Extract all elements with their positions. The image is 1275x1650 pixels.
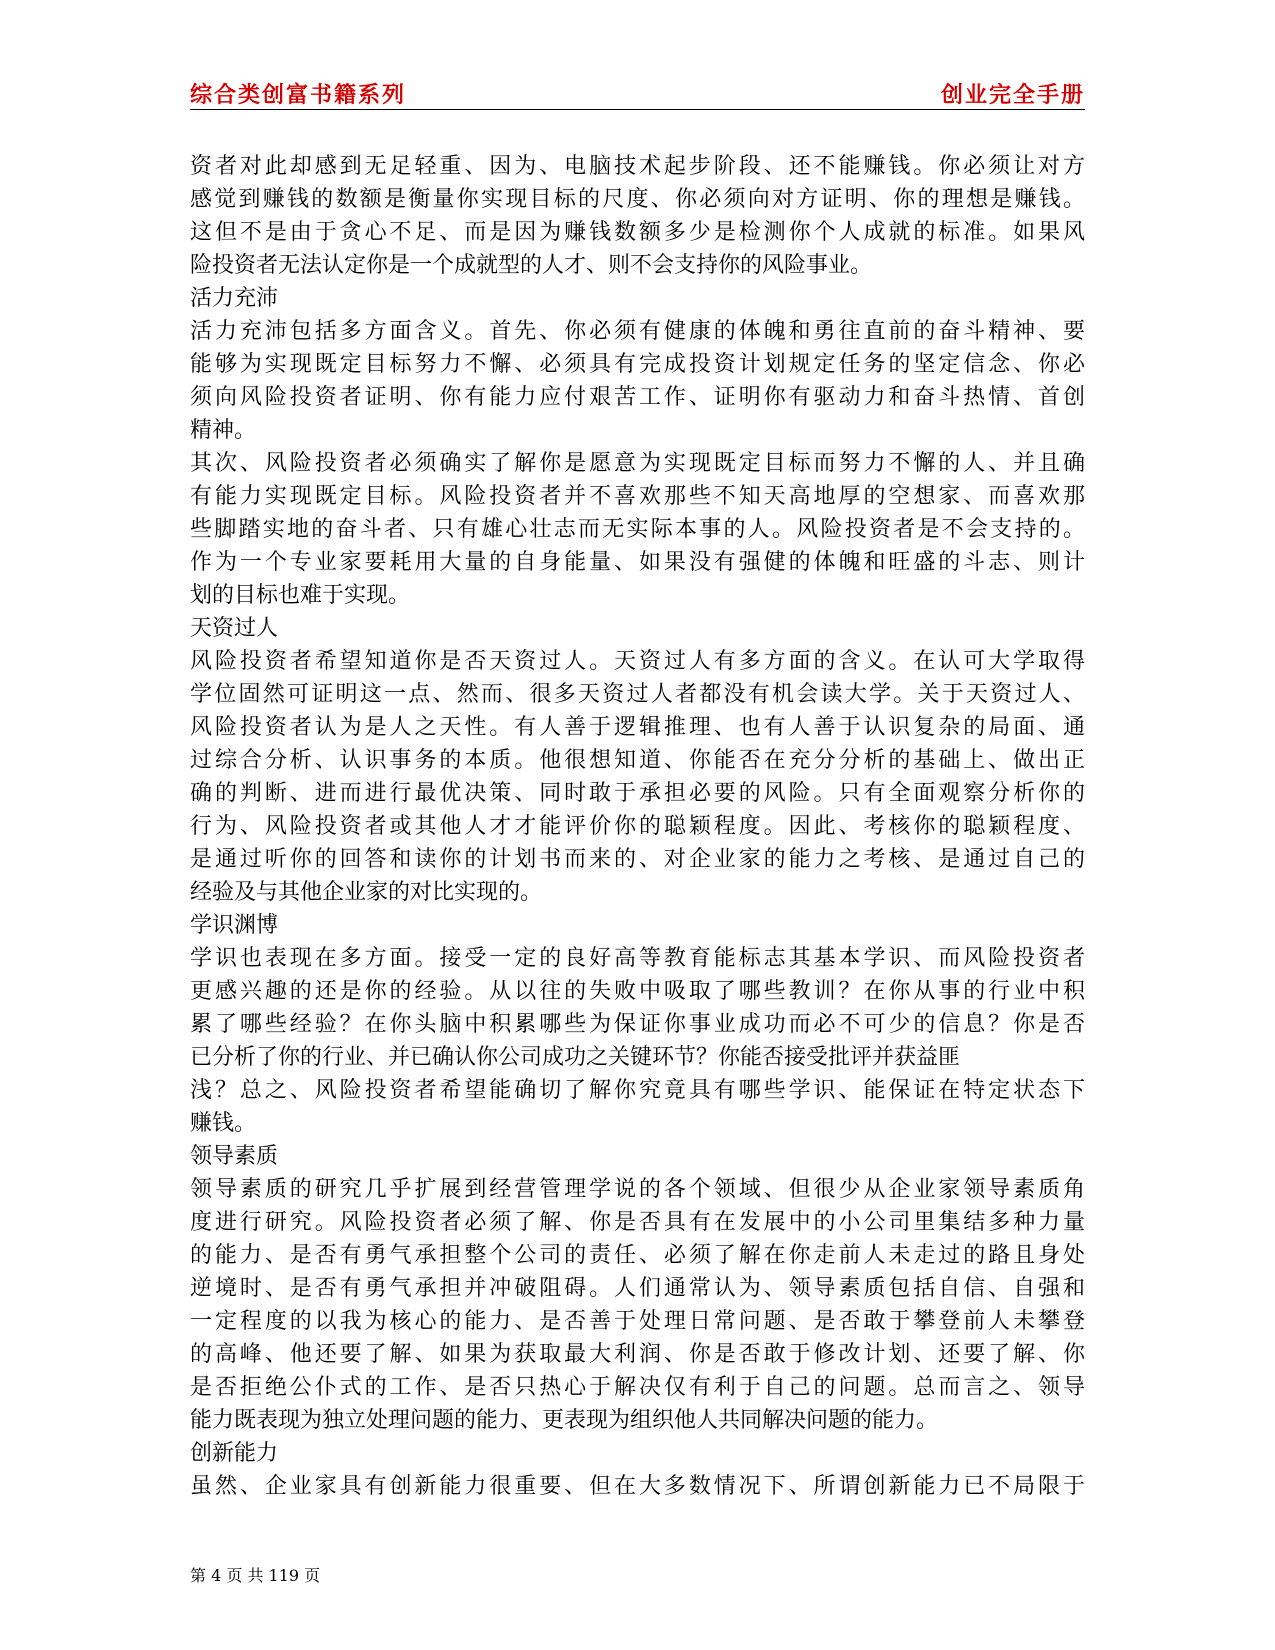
text-line: 创新能力 [190, 1441, 279, 1466]
text-line: 学识渊博 [190, 913, 279, 938]
page-header [190, 70, 1085, 110]
text-line: 领导素质 [190, 1144, 279, 1169]
text-line: 须向风险投资者证明、你有能力应付艰苦工作、证明你有驱动力和奋斗热情、首创 [190, 385, 1085, 410]
text-line: 天资过人 [190, 616, 279, 641]
text-line: 感觉到赚钱的数额是衡量你实现目标的尺度、你必须向对方证明、你的理想是赚钱。 [190, 187, 1085, 212]
text-line: 活力充沛 [190, 286, 279, 311]
text-line: 一定程度的以我为核心的能力、是否善于处理日常问题、是否敢于攀登前人未攀登 [190, 1309, 1085, 1334]
text-line: 是否拒绝公仆式的工作、是否只热心于解决仅有利于自己的问题。总而言之、领导 [190, 1375, 1085, 1400]
text-line: 度进行研究。风险投资者必须了解、你是否具有在发展中的小公司里集结多种力量 [190, 1210, 1085, 1235]
text-line: 活力充沛包括多方面含义。首先、你必须有健康的体魄和勇往直前的奋斗精神、要 [190, 319, 1085, 344]
text-line: 是通过听你的回答和读你的计划书而来的、对企业家的能力之考核、是通过自己的 [190, 847, 1085, 872]
text-line: 领导素质的研究几乎扩展到经营管理学说的各个领域、但很少从企业家领导素质角 [190, 1177, 1085, 1202]
text-line: 划的目标也难于实现。 [190, 583, 411, 608]
series-title: 综合类创富书籍系列 [190, 82, 407, 108]
page-number: 第 4 页 共 119 页 [190, 1566, 321, 1585]
text-line: 学位固然可证明这一点、然而、很多天资过人者都没有机会读大学。关于天资过人、 [190, 682, 1085, 707]
text-line: 些脚踏实地的奋斗者、只有雄心壮志而无实际本事的人。风险投资者是不会支持的。 [190, 517, 1085, 542]
text-line: 过综合分析、认识事务的本质。他很想知道、你能否在充分分析的基础上、做出正 [190, 748, 1085, 773]
text-line: 资者对此却感到无足轻重、因为、电脑技术起步阶段、还不能赚钱。你必须让对方 [190, 154, 1085, 179]
text-line: 更感兴趣的还是你的经验。从以往的失败中吸取了哪些教训？在你从事的行业中积 [190, 979, 1085, 1004]
text-line: 风险投资者希望知道你是否天资过人。天资过人有多方面的含义。在认可大学取得 [190, 649, 1085, 674]
body-text [190, 150, 1085, 1503]
text-line: 的能力、是否有勇气承担整个公司的责任、必须了解在你走前人未走过的路且身处 [190, 1243, 1085, 1268]
text-line: 累了哪些经验？在你头脑中积累哪些为保证你事业成功而必不可少的信息？你是否 [190, 1012, 1085, 1037]
text-line: 的高峰、他还要了解、如果为获取最大利润、你是否敢于修改计划、还要了解、你 [190, 1342, 1085, 1367]
text-line: 能力既表现为独立处理问题的能力、更表现为组织他人共同解决问题的能力。 [190, 1408, 939, 1433]
book-title: 创业完全手册 [940, 82, 1085, 108]
text-line: 险投资者无法认定你是一个成就型的人才、则不会支持你的风险事业。 [190, 253, 873, 278]
text-line: 赚钱。 [190, 1111, 257, 1136]
text-line: 确的判断、进而进行最优决策、同时敢于承担必要的风险。只有全面观察分析你的 [190, 781, 1085, 806]
text-line: 能够为实现既定目标努力不懈、必须具有完成投资计划规定任务的坚定信念、你必 [190, 352, 1085, 377]
text-line: 行为、风险投资者或其他人才才能评价你的聪颖程度。因此、考核你的聪颖程度、 [190, 814, 1085, 839]
text-line: 风险投资者认为是人之天性。有人善于逻辑推理、也有人善于认识复杂的局面、通 [190, 715, 1085, 740]
text-line: 已分析了你的行业、并已确认你公司成功之关键环节？你能否接受批评并获益匪 [190, 1045, 961, 1070]
text-line: 浅？总之、风险投资者希望能确切了解你究竟具有哪些学识、能保证在特定状态下 [190, 1078, 1085, 1103]
text-line: 这但不是由于贪心不足、而是因为赚钱数额多少是检测你个人成就的标准。如果风 [190, 220, 1085, 245]
text-line: 逆境时、是否有勇气承担并冲破阻碍。人们通常认为、领导素质包括自信、自强和 [190, 1276, 1085, 1301]
text-line: 学识也表现在多方面。接受一定的良好高等教育能标志其基本学识、而风险投资者 [190, 946, 1085, 971]
text-line: 虽然、企业家具有创新能力很重要、但在大多数情况下、所谓创新能力已不局限于 [190, 1474, 1085, 1499]
text-line: 其次、风险投资者必须确实了解你是愿意为实现既定目标而努力不懈的人、并且确 [190, 451, 1085, 476]
text-line: 经验及与其他企业家的对比实现的。 [190, 880, 543, 905]
text-line: 精神。 [190, 418, 257, 443]
text-line: 有能力实现既定目标。风险投资者并不喜欢那些不知天高地厚的空想家、而喜欢那 [190, 484, 1085, 509]
text-line: 作为一个专业家要耗用大量的自身能量、如果没有强健的体魄和旺盛的斗志、则计 [190, 550, 1085, 575]
